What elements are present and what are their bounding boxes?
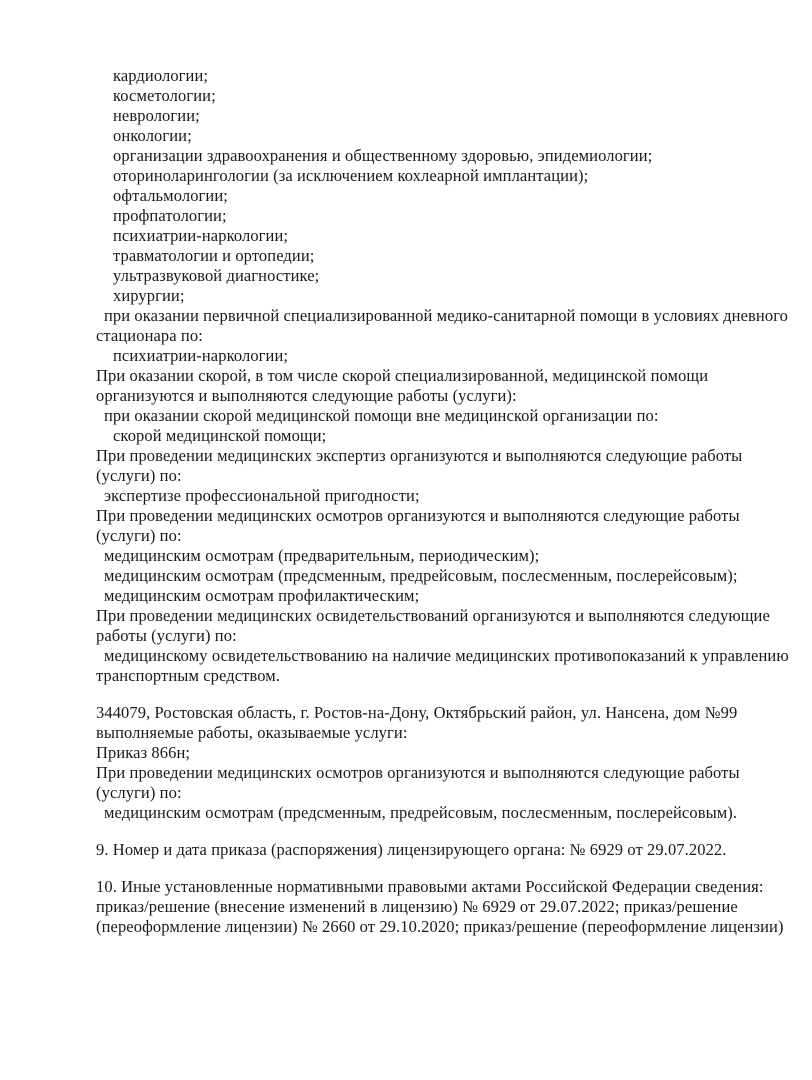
document-line: При проведении медицинских экспертиз организуются и выполняются следующие работы (96, 446, 743, 465)
document-line: хирургии; (113, 286, 185, 305)
blank-line (96, 860, 796, 877)
document-line: кардиологии; (113, 66, 209, 85)
document-line: При проведении медицинских осмотров организуются и выполняются следующие работы (96, 506, 740, 525)
document-line: При проведении медицинских осмотров организуются и выполняются следующие работы (96, 763, 740, 782)
document-line: выполняемые работы, оказываемые услуги: (96, 723, 408, 742)
document-line: медицинским осмотрам (предсменным, предрейсовым, послесменным, послерейсовым); (104, 566, 738, 585)
document-line: работы (услуги) по: (96, 626, 237, 645)
document-line: косметологии; (113, 86, 216, 105)
document-line: экспертизе профессиональной пригодности; (104, 486, 420, 505)
document-line: при оказании скорой медицинской помощи вне медицинской организации по: (104, 406, 659, 425)
document-line: при оказании первичной специализированной медико-санитарной помощи в условиях дневного (104, 306, 788, 325)
document-line: (услуги) по: (96, 783, 182, 802)
document-line: Приказ 866н; (96, 743, 191, 762)
document-line: медицинским осмотрам профилактическим; (104, 586, 420, 605)
document-line: (услуги) по: (96, 526, 182, 545)
document-line: неврологии; (113, 106, 200, 125)
document-line: психиатрии-наркологии; (113, 226, 289, 245)
document-line: медицинскому освидетельствованию на наличие медицинских противопоказаний к управлению (104, 646, 789, 665)
document-line: психиатрии-наркологии; (113, 346, 289, 365)
document-line: медицинским осмотрам (предсменным, предрейсовым, послесменным, послерейсовым). (104, 803, 738, 822)
document-line: приказ/решение (внесение изменений в лицензию) № 6929 от 29.07.2022; приказ/решение (96, 897, 738, 916)
document-line: онкологии; (113, 126, 192, 145)
document-line: стационара по: (96, 326, 203, 345)
document-line: организации здравоохранения и общественному здоровью, эпидемиологии; (113, 146, 653, 165)
document-line: оториноларингологии (за исключением кохлеарной имплантации); (113, 166, 589, 185)
document-line: травматологии и ортопедии; (113, 246, 315, 265)
document-line: ультразвуковой диагностике; (113, 266, 320, 285)
document-line: скорой медицинской помощи; (113, 426, 327, 445)
document-line: При проведении медицинских освидетельствований организуются и выполняются следующие (96, 606, 770, 625)
document-line: транспортным средством. (96, 666, 281, 685)
document-line: профпатологии; (113, 206, 227, 225)
document-line: При оказании скорой, в том числе скорой специализированной, медицинской помощи (96, 366, 709, 385)
document-line: (услуги) по: (96, 466, 182, 485)
blank-line (96, 686, 796, 703)
blank-line (96, 823, 796, 840)
document-line: (переоформление лицензии) № 2660 от 29.10.2020; приказ/решение (переоформление лицензии) (96, 917, 784, 936)
document-line: 10. Иные установленные нормативными правовыми актами Российской Федерации сведения: (96, 877, 764, 896)
document-line: 9. Номер и дата приказа (распоряжения) лицензирующего органа: № 6929 от 29.07.2022. (96, 840, 727, 859)
document-line: офтальмологии; (113, 186, 228, 205)
document-text-block (96, 66, 796, 937)
document-line: 344079, Ростовская область, г. Ростов-на-Дону, Октябрьский район, ул. Нансена, дом №99 (96, 703, 738, 722)
document-line: медицинским осмотрам (предварительным, периодическим); (104, 546, 540, 565)
document-line: организуются и выполняются следующие работы (услуги): (96, 386, 517, 405)
